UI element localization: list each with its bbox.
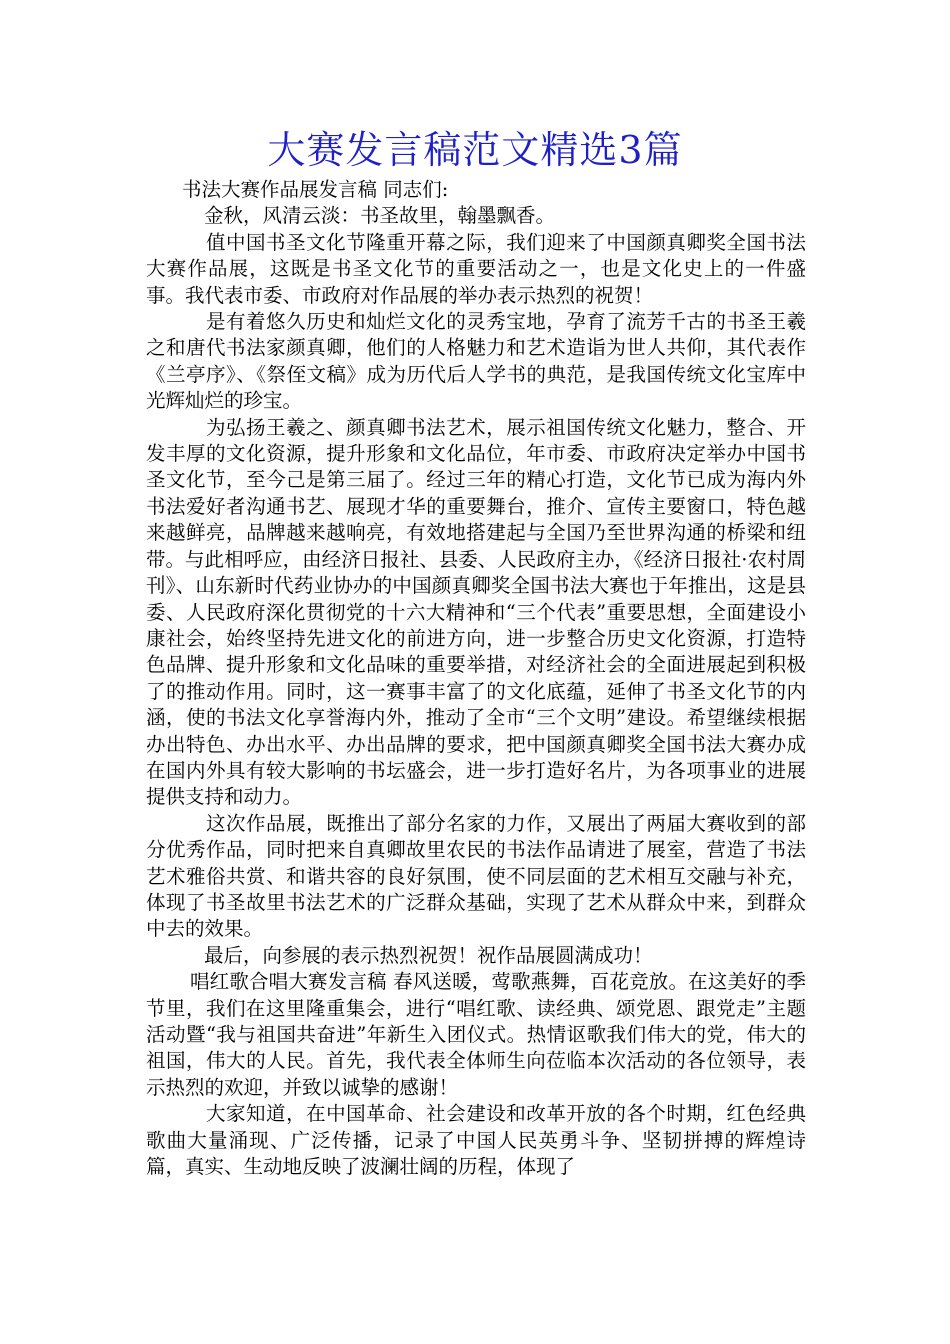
paragraph: 大家知道，在中国革命、社会建设和改革开放的各个时期，红色经典歌曲大量涌现、广泛传播，记录了中国人民英勇斗争、坚韧拼搏的辉煌诗篇，真实、生动地反映了波澜壮阔的历程，体现了 bbox=[146, 1102, 806, 1179]
paragraph: 书法大赛作品展发言稿 同志们: bbox=[182, 178, 449, 201]
paragraph: 唱红歌合唱大赛发言稿 春风送暖，莺歌燕舞，百花竞放。在这美好的季节里，我们在这里隆重集会，进行“唱红歌、读经典、颂党恩、跟党走”主题活动暨“我与祖国共奋进”年新生入团仪式。热情讴歌我们伟大的党，伟大的祖国，伟大的人民。首先，我代表全体师生向莅临本次活动的各位领导，表示热烈的欢迎，并致以诚挚的感谢！ bbox=[146, 970, 806, 1099]
document-body bbox=[146, 177, 806, 1180]
paragraph: 是有着悠久历史和灿烂文化的灵秀宝地，孕育了流芳千古的书圣王羲之和唐代书法家颜真卿，他们的人格魅力和艺术造诣为世人共仰，其代表作《兰亭序》、《祭侄文稿》成为历代后人学书的典范，是我国传统文化宝库中光辉灿烂的珍宝。 bbox=[146, 310, 806, 413]
paragraph: 金秋，风清云淡：书圣故里，翰墨飘香。 bbox=[204, 204, 556, 228]
document-title: 大赛发言稿范文精选3篇 bbox=[267, 128, 683, 172]
paragraph: 最后，向参展的表示热烈祝贺！祝作品展圆满成功！ bbox=[204, 943, 653, 967]
paragraph: 为弘扬王羲之、颜真卿书法艺术，展示祖国传统文化魅力，整合、开发丰厚的文化资源，提升形象和文化品位，年市委、市政府决定举办中国书圣文化节，至今己是第三届了。经过三年的精心打造，文化节已成为海内外书法爱好者沟通书艺、展现才华的重要舞台，推介、宣传主要窗口，特色越来越鲜亮，品牌越来越响亮，有效地搭建起与全国乃至世界沟通的桥梁和纽带。与此相呼应，由经济日报社、县委、人民政府主办，《经济日报社·农村周刊》、山东新时代药业协办的中国颜真卿奖全国书法大赛也于年推出，这是县委、人民政府深化贯彻党的十六大精神和“三个代表”重要思想，全面建设小康社会，始终坚持先进文化的前进方向，进一步整合历史文化资源，打造特色品牌、提升形象和文化品味的重要举措，对经济社会的全面进展起到积极了的推动作用。同时，这一赛事丰富了的文化底蕴，延伸了书圣文化节的内涵，使的书法文化享誉海内外，推动了全市“三个文明”建设。希望继续根据办出特色、办出水平、办出品牌的要求，把中国颜真卿奖全国书法大赛办成在国内外具有较大影响的书坛盛会，进一步打造好名片，为各项事业的进展提供支持和动力。 bbox=[146, 415, 806, 809]
paragraph: 这次作品展，既推出了部分名家的力作，又展出了两届大赛收到的部分优秀作品，同时把来自真卿故里农民的书法作品请进了展室，营造了书法艺术雅俗共赏、和谐共容的良好氛围，使不同层面的艺术相互交融与补充，体现了书圣故里书法艺术的广泛群众基础，实现了艺术从群众中来，到群众中去的效果。 bbox=[146, 811, 806, 941]
paragraph: 值中国书圣文化节隆重开幕之际，我们迎来了中国颜真卿奖全国书法大赛作品展，这既是书圣文化节的重要活动之一，也是文化史上的一件盛事。我代表市委、市政府对作品展的举办表示热烈的祝贺！ bbox=[146, 230, 806, 307]
